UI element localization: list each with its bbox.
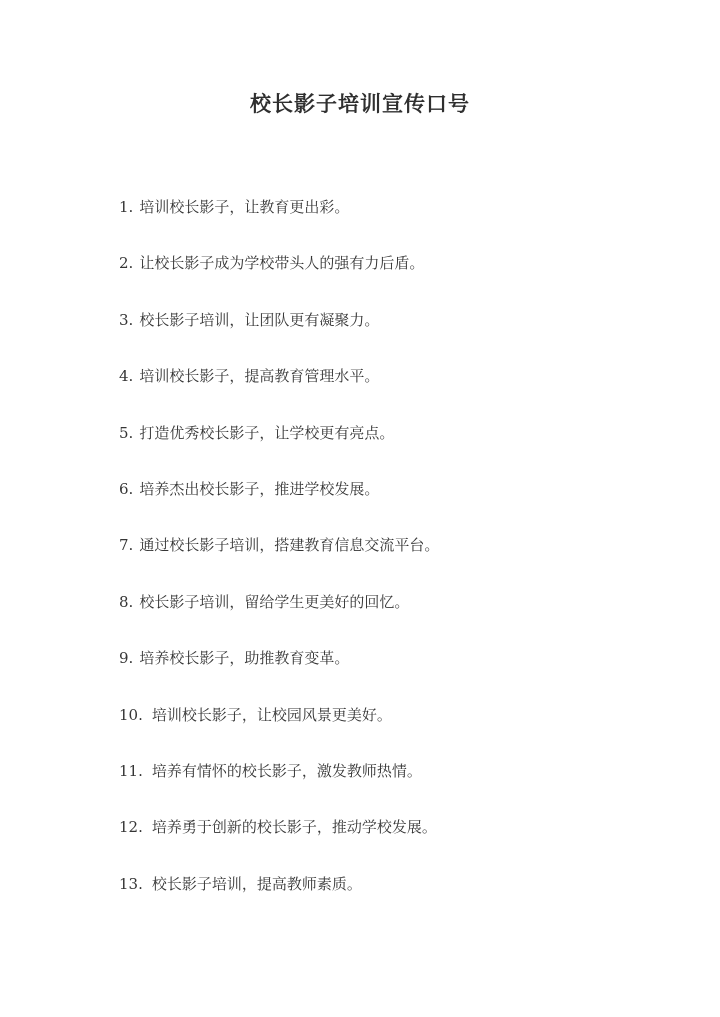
list-item: [119, 196, 439, 252]
item-number: 10.: [119, 705, 143, 724]
item-number: 4.: [119, 367, 134, 386]
item-text: 校长影子培训，提高教师素质。: [151, 874, 362, 893]
item-text: 校长影子培训，让团队更有凝聚力。: [139, 310, 380, 329]
item-number: 13.: [119, 874, 143, 893]
item-number: 7.: [119, 536, 134, 555]
list-item: [119, 873, 439, 929]
list-item: [119, 309, 439, 365]
item-text: 让校长影子成为学校带头人的强有力后盾。: [139, 254, 425, 273]
item-number: 3.: [119, 310, 134, 329]
list-item: [119, 647, 439, 703]
item-number: 11.: [119, 761, 143, 780]
item-text: 培养杰出校长影子，推进学校发展。: [139, 479, 380, 498]
item-text: 培训校长影子，让教育更出彩。: [139, 198, 350, 216]
page-title: 校长影子培训宣传口号: [250, 91, 470, 116]
item-text: 通过校长影子培训，搭建教育信息交流平台。: [139, 536, 440, 555]
list-item: [119, 365, 439, 421]
item-text: 培训校长影子，让校园风景更美好。: [151, 705, 392, 724]
list-item: [119, 478, 439, 534]
list-item: [119, 591, 439, 647]
item-text: 培训校长影子，提高教育管理水平。: [139, 367, 380, 386]
slogan-list: [119, 196, 439, 929]
list-item: [119, 252, 439, 308]
item-text: 打造优秀校长影子，让学校更有亮点。: [139, 423, 395, 442]
item-text: 培养勇于创新的校长影子，推动学校发展。: [151, 818, 437, 837]
list-item: [119, 816, 439, 872]
item-number: 1.: [119, 198, 134, 216]
list-item: [119, 760, 439, 816]
list-item: [119, 534, 439, 590]
item-number: 12.: [119, 818, 143, 837]
item-text: 培养校长影子，助推教育变革。: [139, 649, 350, 668]
item-text: 校长影子培训，留给学生更美好的回忆。: [139, 592, 410, 611]
item-number: 8.: [119, 592, 134, 611]
list-item: [119, 422, 439, 478]
item-text: 培养有情怀的校长影子，激发教师热情。: [151, 761, 422, 780]
item-number: 6.: [119, 479, 134, 498]
list-item: [119, 704, 439, 760]
item-number: 5.: [119, 423, 134, 442]
item-number: 9.: [119, 649, 134, 668]
item-number: 2.: [119, 254, 134, 273]
